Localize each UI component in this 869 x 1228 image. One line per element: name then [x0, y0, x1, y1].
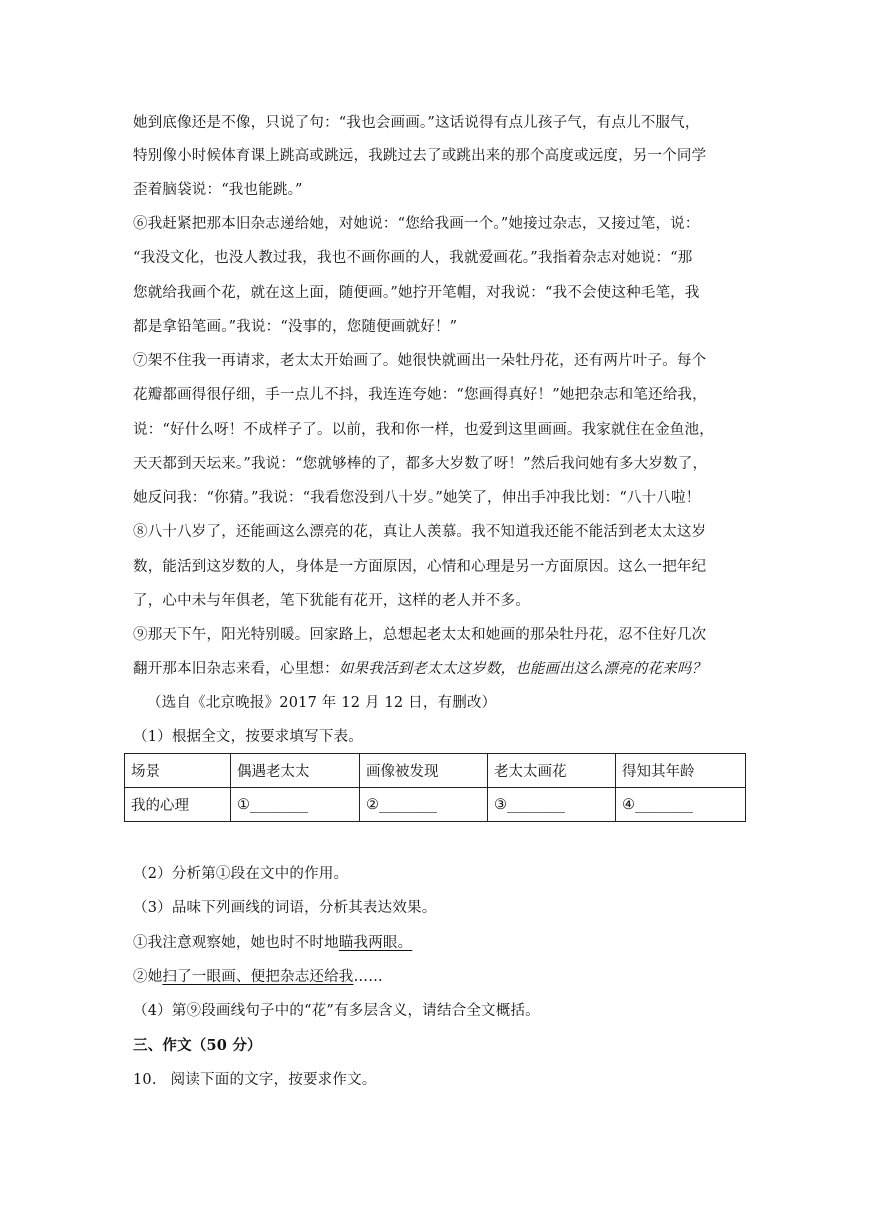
paragraph-8-start: ⑧八十八岁了，还能画这么漂亮的花，真让人羡慕。我不知道我还能不能活到老太太这岁: [133, 524, 707, 540]
table-row: [125, 788, 746, 822]
text-line: 天天都到天坛来。”我说：“您就够棒的了，都多大岁数了呀！”然后我问她有多大岁数了，: [133, 456, 708, 472]
table-cell: 得知其年龄: [616, 754, 746, 788]
question-3: （3）品味下列画线的词语，分析其表达效果。: [133, 900, 437, 916]
sentence-1: [133, 933, 412, 953]
answer-blank-cell: ④________: [616, 788, 746, 822]
table-cell: 画像被发现: [360, 754, 488, 788]
paragraph-6-start: ⑥我赶紧把那本旧杂志递给她，对她说：“您给我画一个。”她接过杂志，又接过笔，说：: [133, 216, 700, 232]
table-cell: 老太太画花: [488, 754, 616, 788]
sentence-2: [133, 967, 383, 987]
question-4: （4）第⑨段画线句子中的“花”有多层含义，请结合全文概括。: [133, 1003, 540, 1019]
text-line: 您就给我画个花，就在这上面，随便画。”她拧开笔帽，对我说：“我不会使这种毛笔，我: [133, 285, 700, 301]
table-cell: 偶遇老太太: [231, 754, 360, 788]
italic-sentence: 如果我活到老太太这岁数，也能画出这么漂亮的花来吗？: [338, 661, 707, 677]
source-note: （选自《北京晚报》2017 年 12 月 12 日，有删改）: [147, 695, 497, 711]
question-10: [133, 1070, 376, 1090]
text-line: 花瓣都画得很仔细，手一点儿不抖，我连连夸她：“您画得真好！”她把杂志和笔还给我，: [133, 387, 707, 403]
section-title: 三、作文（50 分）: [133, 1037, 262, 1054]
paragraph-7-start: ⑦架不住我一再请求，老太太开始画了。她很快就画出一朵牡丹花，还有两片叶子。每个: [133, 353, 707, 369]
table-cell: 场景: [125, 754, 231, 788]
underlined-phrase: 扫了一眼画、便把杂志还给我: [162, 969, 354, 985]
text-segment: ①我注意观察她，她也时不时地: [133, 935, 339, 951]
text-segment: ……: [353, 969, 383, 985]
question-1: （1）根据全文，按要求填写下表。: [133, 729, 363, 745]
text-line: 都是拿铅笔画。”我说：“没事的，您随便画就好！”: [133, 319, 458, 335]
table-cell: 我的心理: [125, 788, 231, 822]
text-line: 数，能活到这岁数的人，身体是一方面原因，心情和心理是另一方面原因。这么一把年纪: [133, 559, 707, 575]
text-line: 特别像小时候体育课上跳高或跳远，我跳过去了或跳出来的那个高度或远度，另一个同学: [133, 148, 707, 164]
text-line: 她反问我：“你猜。”我说：“我看您没到八十岁。”她笑了，伸出手冲我比划：“八十八啦！: [133, 490, 701, 506]
table-header-row: [125, 754, 746, 788]
text-line: 她到底像还是不像，只说了句：“我也会画画。”这话说得有点儿孩子气，有点儿不服气，: [133, 115, 700, 131]
underlined-phrase: 瞄我两眼。: [338, 935, 413, 951]
text-line: 说：“好什么呀！不成样子了。以前，我和你一样，也爱到这里画画。我家就住在金鱼池，: [133, 422, 714, 438]
answer-blank-cell: ①________: [231, 788, 360, 822]
text-segment: 翻开那本旧杂志来看，心里想：: [133, 661, 339, 677]
answer-blank-cell: ③________: [488, 788, 616, 822]
answer-table: [124, 753, 746, 822]
question-text: 阅读下面的文字，按要求作文。: [170, 1072, 377, 1088]
text-line: 了，心中未与年俱老，笔下犹能有花开，这样的老人并不多。: [133, 593, 530, 609]
question-number: 10.: [133, 1072, 157, 1088]
question-2: （2）分析第①段在文中的作用。: [133, 866, 349, 882]
paragraph-9-start: ⑨那天下午，阳光特别暖。回家路上，总想起老太太和她画的那朵牡丹花，忍不住好几次: [133, 627, 707, 643]
text-line: “我没文化，也没人教过我，我也不画你画的人，我就爱画花。”我指着杂志对她说：“那: [133, 250, 693, 266]
text-segment: ②她: [133, 969, 163, 985]
answer-blank-cell: ②________: [360, 788, 488, 822]
text-line: 歪着脑袋说：“我也能跳。”: [133, 182, 303, 198]
text-line: [133, 659, 706, 679]
